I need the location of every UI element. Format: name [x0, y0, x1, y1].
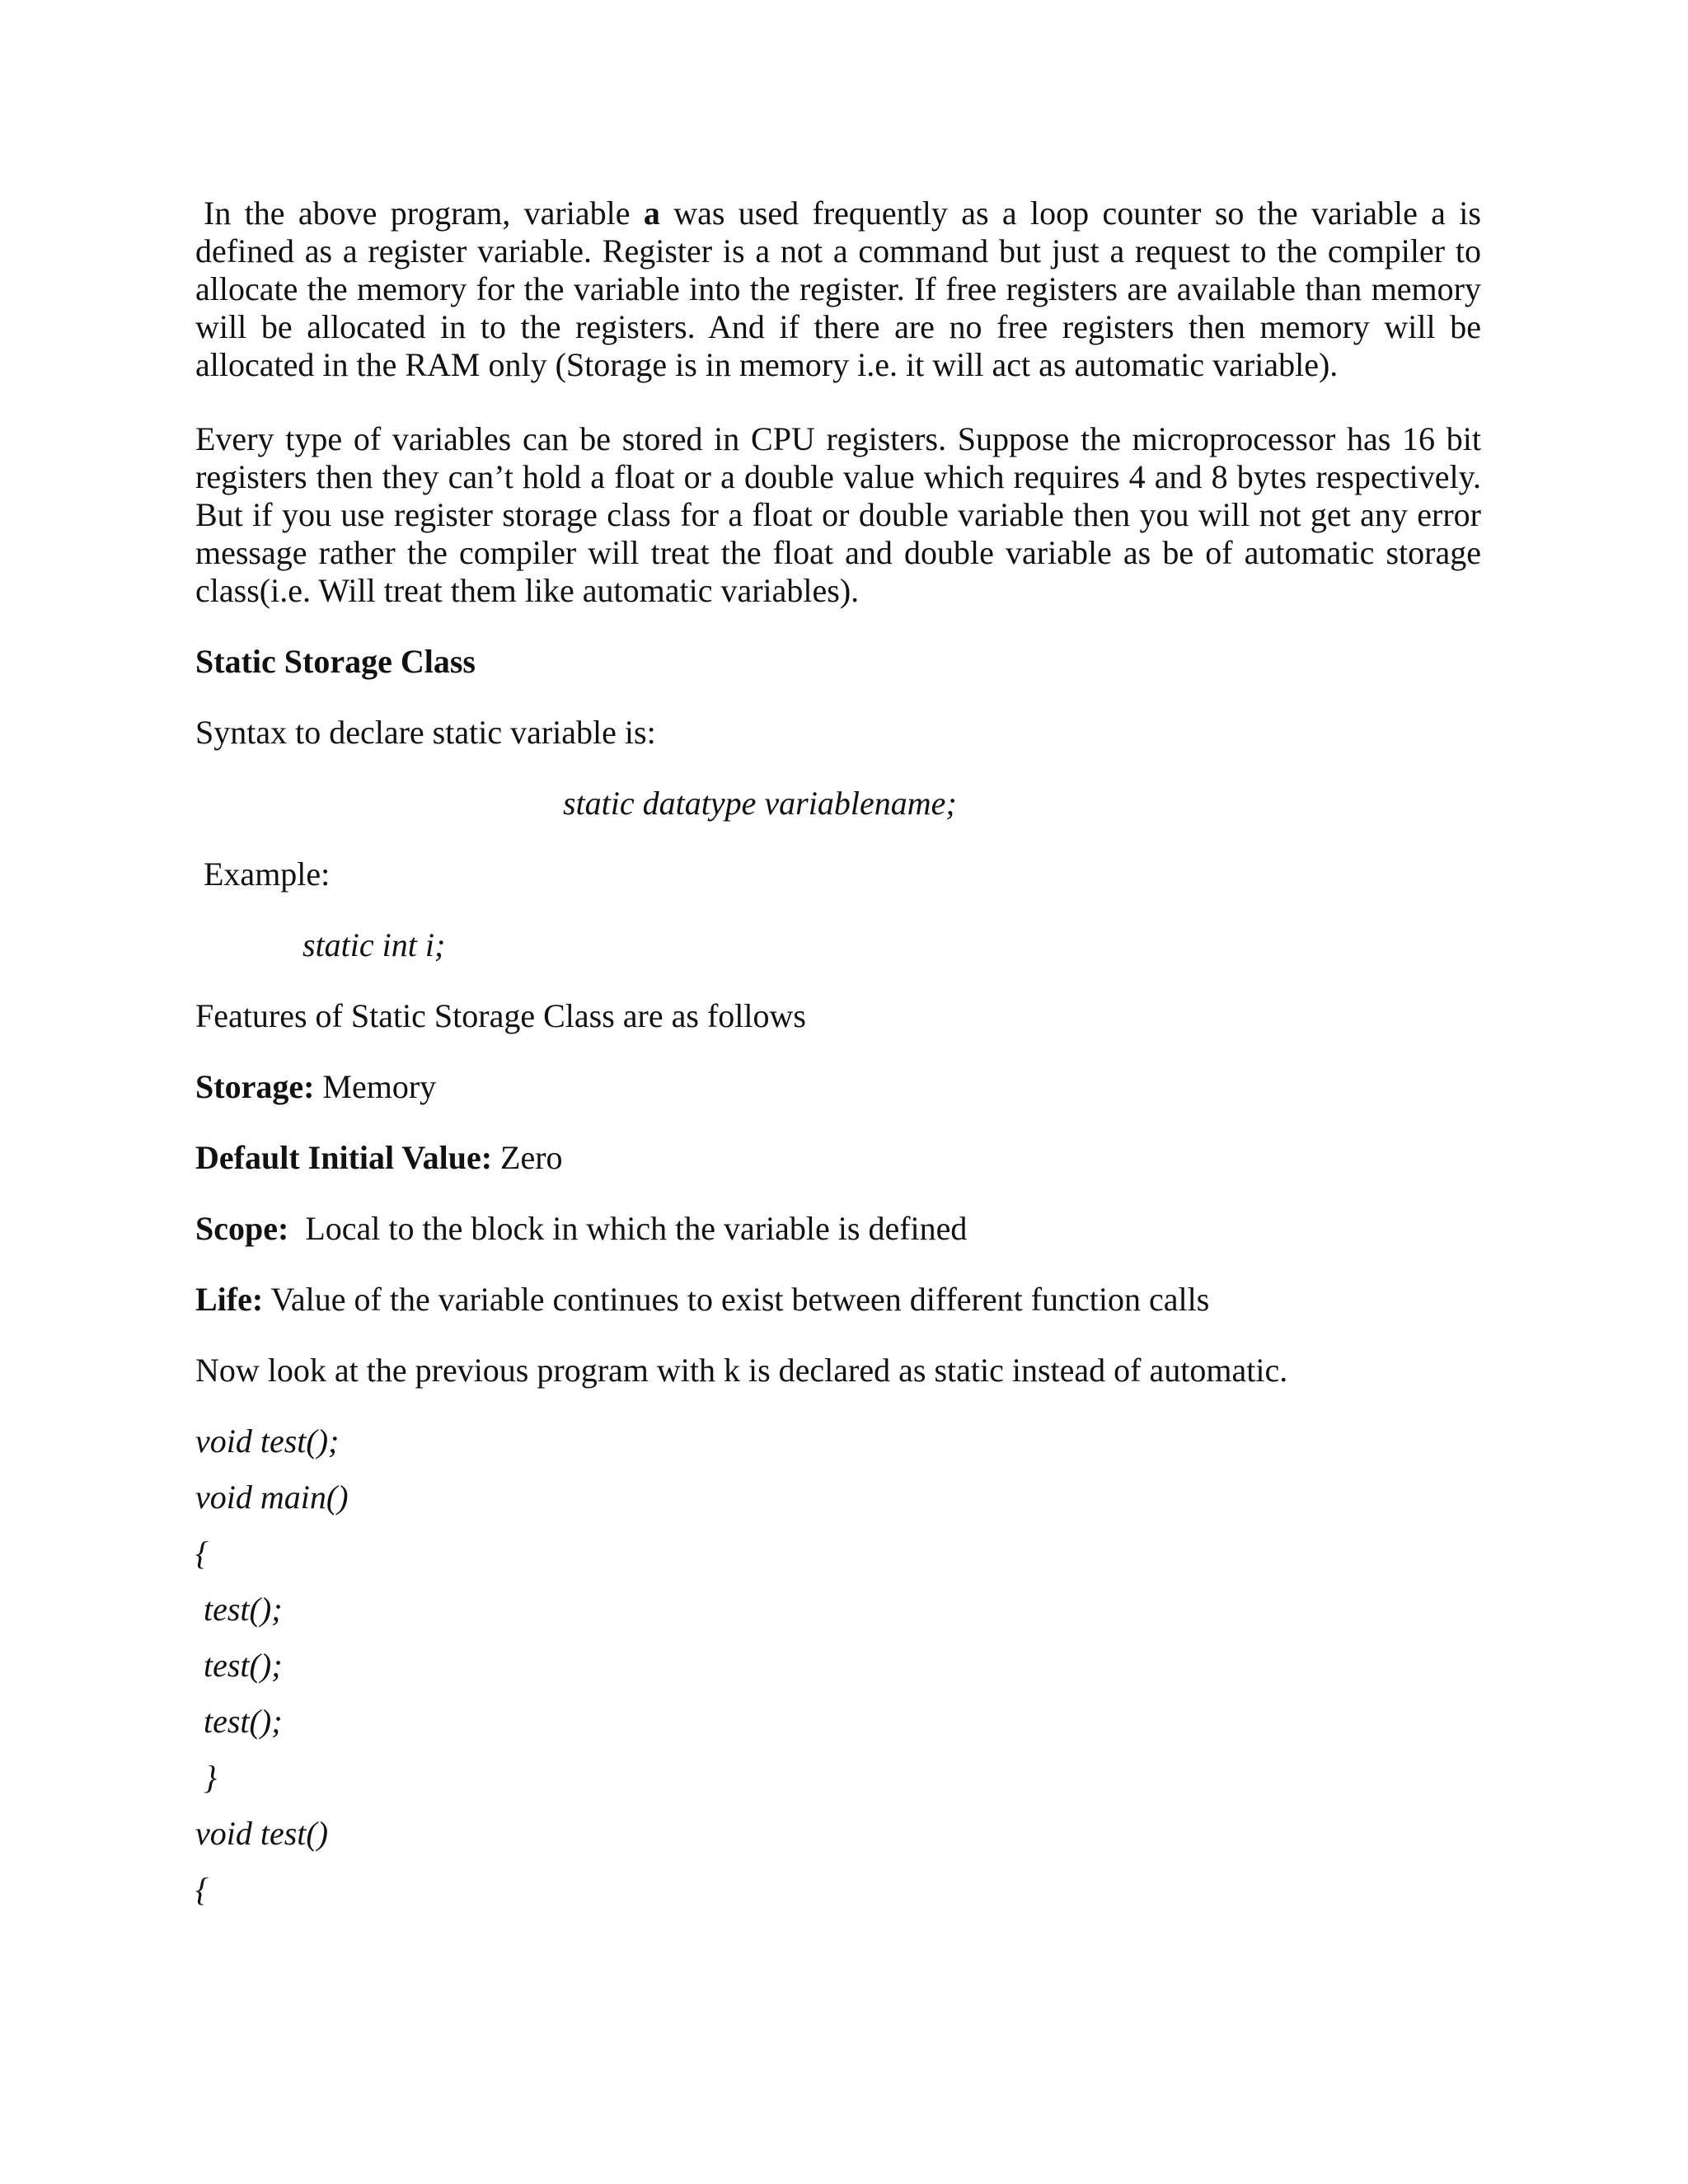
feature-label: Life:: [195, 1281, 264, 1318]
feature-storage: [195, 1068, 436, 1106]
code-line: void test(): [195, 1815, 329, 1852]
paragraph-cpu-registers: Every type of variables can be stored in CPU registers. Suppose the microprocessor has 16 bit registers then they can’t hold a float or a double value which requires 4 and 8 bytes respectively. But if you use register storage class for a float or double variable then you will not get any error message rather the compiler will treat the float and double variable as be of automatic storage class(i.e. Will treat them like automatic variables).: [195, 420, 1481, 609]
feature-label: Storage:: [195, 1068, 315, 1105]
code-line: void main(): [195, 1479, 349, 1516]
features-intro: Features of Static Storage Class are as follows: [195, 997, 806, 1034]
feature-label: Default Initial Value:: [195, 1139, 493, 1176]
example-label: Example:: [204, 855, 331, 893]
paragraph-register-explanation: [195, 194, 1481, 384]
code-line: void test();: [195, 1422, 340, 1460]
paragraph-text: was used frequently as a loop counter so the variable a is defined as a register variable. Register is a not a command but just a request to the compiler to allocate the memory for the variable into the register. If free registers are available than memory will be allocated in to the registers. And if there are no free registers then memory will be allocated in the RAM only (Storage is in memory i.e. it will act as automatic variable).: [195, 194, 1481, 383]
variable-name: a: [643, 194, 660, 232]
code-line: test();: [195, 1591, 283, 1628]
code-line: {: [195, 1535, 209, 1572]
syntax-code: static datatype variablename;: [563, 785, 957, 822]
example-code: static int i;: [302, 926, 446, 963]
code-line: test();: [195, 1703, 283, 1740]
feature-value: Local to the block in which the variable is defined: [288, 1210, 968, 1247]
code-line: {: [195, 1871, 209, 1908]
feature-value: Value of the variable continues to exist between different function calls: [263, 1281, 1210, 1318]
code-line: test();: [195, 1647, 283, 1684]
feature-scope: [195, 1210, 967, 1248]
feature-value: Memory: [314, 1068, 437, 1105]
feature-default-value: [195, 1139, 563, 1177]
code-line: }: [195, 1759, 217, 1796]
syntax-intro: Syntax to declare static variable is:: [195, 714, 656, 751]
paragraph-text: In the above program, variable: [204, 194, 644, 232]
feature-label: Scope:: [195, 1210, 289, 1247]
program-intro: Now look at the previous program with k is declared as static instead of automatic.: [195, 1352, 1288, 1389]
feature-life: [195, 1281, 1209, 1319]
section-heading: Static Storage Class: [195, 643, 476, 680]
feature-value: Zero: [492, 1139, 563, 1176]
